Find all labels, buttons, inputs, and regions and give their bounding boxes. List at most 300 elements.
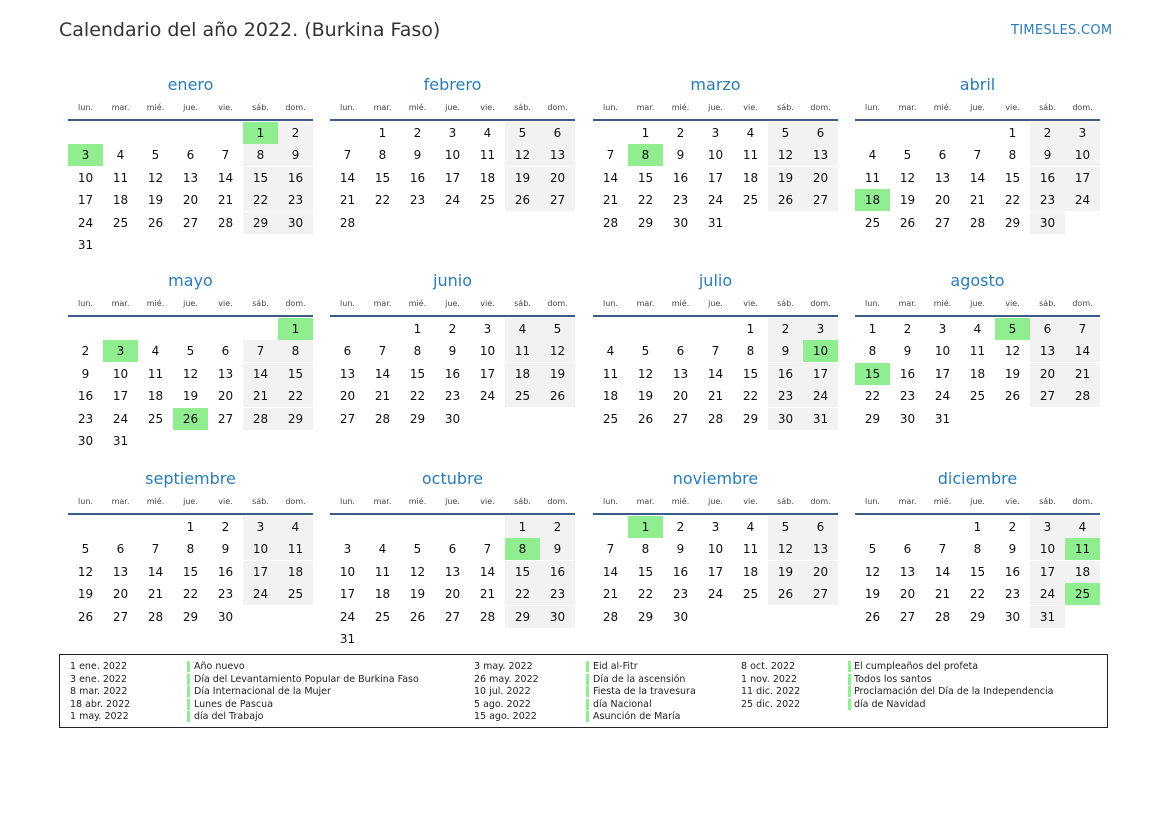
day-cell: 21 [243,385,278,407]
month-marzo [593,75,838,265]
day-cell: 20 [112,587,129,602]
day-cell: 8 [378,148,387,163]
day-cell: 10 [339,564,356,579]
day-cell: 19 [147,193,164,208]
day-cell: 16 [217,564,234,579]
day-cell: 14 [217,170,234,185]
day-cell: 22 [182,587,199,602]
weekday-label: jue. [970,103,985,112]
day-cell: 15 [243,167,278,189]
day-cell: 7 [221,148,230,163]
weekday-label: lun. [603,103,618,112]
month-name: abril [959,75,996,94]
day-cell: 27 [339,411,356,426]
weekday-label: sáb. [252,103,269,112]
day-cell: 28 [1065,385,1100,407]
day-cell: 9 [768,340,803,362]
day-cell: 9 [676,148,685,163]
month-name: septiembre [145,469,236,488]
day-cell: 10 [77,170,94,185]
weekday-label: mié. [933,497,952,506]
weekday-label: mié. [408,103,427,112]
day-cell: 19 [182,389,199,404]
day-cell: 1 [1008,126,1017,140]
day-cell: 14 [602,170,619,185]
day-cell: 26 [540,385,575,407]
day-cell: 28 [707,411,724,426]
day-cell: 8 [1008,148,1017,163]
day-cell: 2 [676,126,685,140]
month-name: julio [698,271,733,290]
holiday-day-cell: 18 [855,189,890,211]
weekday-label: vie. [218,497,233,506]
weekday-label: dom. [1072,497,1093,506]
legend-holiday-name: día de Navidad [854,698,926,710]
weekday-label: dom. [547,497,568,506]
weekday-label: mié. [408,299,427,308]
day-cell: 17 [243,561,278,583]
month-header-rule [593,513,838,515]
day-cell: 1 [505,516,540,538]
legend-color-marker [586,711,589,722]
day-cell: 17 [707,170,724,185]
day-cell: 25 [864,215,881,230]
day-cell: 23 [1030,189,1065,211]
day-cell: 28 [374,411,391,426]
day-cell: 10 [1065,144,1100,166]
day-cell: 5 [413,542,422,557]
day-cell: 28 [602,215,619,230]
day-cell: 4 [746,520,755,534]
weekday-label: sáb. [514,497,531,506]
day-cell: 22 [505,583,540,605]
month-septiembre [68,469,313,659]
weekday-label: vie. [218,103,233,112]
day-cell: 22 [1004,193,1021,208]
weekday-label: mar. [636,299,655,308]
day-cell: 19 [864,587,881,602]
day-cell: 12 [768,144,803,166]
day-cell: 20 [444,587,461,602]
weekday-label: mar. [111,103,130,112]
day-cell: 16 [672,170,689,185]
day-cell: 23 [672,193,689,208]
day-cell: 13 [934,170,951,185]
day-cell: 22 [243,189,278,211]
day-cell: 18 [505,363,540,385]
day-cell: 18 [1065,561,1100,583]
weekday-label: dom. [1072,299,1093,308]
holiday-day-cell: 26 [173,408,208,430]
holiday-day-cell: 5 [995,318,1030,340]
day-cell: 23 [768,385,803,407]
day-cell: 7 [1065,318,1100,340]
weekday-label: jue. [970,497,985,506]
day-cell: 30 [278,212,313,234]
weekday-label: mar. [111,299,130,308]
legend-holiday-name: Día del Levantamiento Popular de Burkina Faso [194,673,419,685]
day-cell: 2 [676,520,685,534]
day-cell: 29 [864,411,881,426]
day-cell: 30 [672,609,689,624]
day-cell: 15 [969,564,986,579]
day-cell: 24 [479,389,496,404]
day-cell: 16 [672,564,689,579]
day-cell: 3 [938,322,947,336]
day-cell: 6 [343,344,352,359]
weekday-label: vie. [743,299,758,308]
day-cell: 9 [278,144,313,166]
day-cell: 8 [186,542,195,557]
day-cell: 14 [147,564,164,579]
month-header-rule [330,513,575,515]
day-cell: 6 [540,122,575,144]
day-cell: 26 [864,609,881,624]
day-cell: 13 [444,564,461,579]
day-cell: 12 [540,340,575,362]
day-cell: 18 [969,366,986,381]
day-cell: 3 [483,322,492,336]
month-julio [593,271,838,461]
day-cell: 5 [903,148,912,163]
weekday-label: lun. [78,497,93,506]
day-cell: 1 [746,322,755,336]
weekday-label: lun. [603,299,618,308]
month-enero [68,75,313,265]
day-cell: 20 [217,389,234,404]
day-cell: 16 [444,366,461,381]
day-cell: 29 [182,609,199,624]
day-cell: 29 [742,411,759,426]
day-cell: 21 [602,193,619,208]
weekday-label: dom. [1072,103,1093,112]
day-cell: 11 [602,366,619,381]
day-cell: 5 [540,318,575,340]
weekday-label: mar. [898,299,917,308]
weekday-label: vie. [1005,299,1020,308]
month-header-rule [855,315,1100,317]
day-cell: 20 [803,167,838,189]
day-cell: 24 [1030,583,1065,605]
day-cell: 21 [602,587,619,602]
weekday-label: dom. [285,497,306,506]
weekday-label: mié. [146,497,165,506]
day-cell: 7 [378,344,387,359]
day-cell: 20 [803,561,838,583]
day-cell: 3 [448,126,457,140]
day-cell: 17 [803,363,838,385]
day-cell: 17 [1030,561,1065,583]
weekday-label: jue. [183,299,198,308]
day-cell: 26 [1004,389,1021,404]
brand-link[interactable]: TIMESLES.COM [1011,23,1113,38]
day-cell: 15 [278,363,313,385]
weekday-label: lun. [340,497,355,506]
weekday-label: jue. [183,497,198,506]
day-cell: 19 [409,587,426,602]
day-cell: 30 [1030,212,1065,234]
day-cell: 9 [81,366,90,381]
day-cell: 4 [746,126,755,140]
day-cell: 17 [339,587,356,602]
day-cell: 1 [973,520,982,534]
day-cell: 18 [742,170,759,185]
day-cell: 11 [864,170,881,185]
day-cell: 25 [112,215,129,230]
day-cell: 26 [147,215,164,230]
day-cell: 3 [803,318,838,340]
day-cell: 2 [221,520,230,534]
day-cell: 17 [707,564,724,579]
day-cell: 4 [973,322,982,336]
day-cell: 17 [444,170,461,185]
holiday-day-cell: 11 [1065,538,1100,560]
day-cell: 21 [339,193,356,208]
legend-holiday-name: Día de la ascensión [593,673,686,685]
day-cell: 31 [112,434,129,448]
day-cell: 9 [540,538,575,560]
legend-item [60,685,1100,698]
day-cell: 18 [374,587,391,602]
day-cell: 24 [934,389,951,404]
day-cell: 21 [479,587,496,602]
day-cell: 11 [479,148,496,163]
day-cell: 2 [903,322,912,336]
day-cell: 23 [1004,587,1021,602]
day-cell: 12 [864,564,881,579]
day-cell: 2 [413,126,422,140]
day-cell: 24 [707,587,724,602]
day-cell: 13 [217,366,234,381]
day-cell: 8 [746,344,755,359]
day-cell: 23 [540,583,575,605]
legend-holiday-name: Asunción de María [593,711,681,722]
day-cell: 6 [938,148,947,163]
day-cell: 15 [637,564,654,579]
day-cell: 14 [339,170,356,185]
weekday-label: lun. [603,497,618,506]
day-cell: 3 [1030,516,1065,538]
day-cell: 22 [278,385,313,407]
day-cell: 31 [707,215,724,230]
day-cell: 6 [1030,318,1065,340]
weekday-label: mié. [408,497,427,506]
day-cell: 17 [934,366,951,381]
day-cell: 11 [505,340,540,362]
weekday-label: mar. [373,299,392,308]
weekday-label: dom. [285,299,306,308]
month-name: marzo [690,75,741,94]
day-cell: 8 [413,344,422,359]
day-cell: 27 [217,411,234,426]
legend-color-marker [848,674,851,685]
weekday-label: jue. [970,299,985,308]
legend-date: 1 nov. 2022 [741,673,797,685]
weekday-label: mié. [933,103,952,112]
day-cell: 23 [278,189,313,211]
day-cell: 7 [938,542,947,557]
day-cell: 17 [1065,167,1100,189]
day-cell: 1 [641,126,650,140]
day-cell: 16 [409,170,426,185]
day-cell: 22 [864,389,881,404]
day-cell: 6 [448,542,457,557]
day-cell: 6 [903,542,912,557]
month-febrero [330,75,575,265]
day-cell: 12 [147,170,164,185]
day-cell: 27 [803,583,838,605]
legend-date: 25 dic. 2022 [741,698,801,710]
day-cell: 13 [803,538,838,560]
weekday-label: sáb. [1039,497,1056,506]
day-cell: 18 [479,170,496,185]
day-cell: 29 [409,411,426,426]
day-cell: 12 [637,366,654,381]
day-cell: 19 [768,561,803,583]
day-cell: 4 [151,344,160,359]
day-cell: 9 [676,542,685,557]
day-cell: 4 [483,126,492,140]
day-cell: 23 [899,389,916,404]
day-cell: 7 [606,542,615,557]
holiday-day-cell: 1 [243,122,278,144]
day-cell: 26 [77,609,94,624]
legend-holiday-name: Lunes de Pascua [194,698,274,710]
weekday-label: dom. [810,497,831,506]
weekday-label: dom. [547,299,568,308]
day-cell: 27 [672,411,689,426]
day-cell: 1 [868,322,877,336]
day-cell: 2 [540,516,575,538]
day-cell: 12 [77,564,94,579]
day-cell: 9 [1008,542,1017,557]
day-cell: 20 [182,193,199,208]
legend-date: 10 jul. 2022 [474,686,531,697]
day-cell: 21 [374,389,391,404]
day-cell: 26 [505,189,540,211]
day-cell: 11 [278,538,313,560]
day-cell: 26 [637,411,654,426]
legend-holiday-name: Eid al-Fitr [593,661,638,672]
day-cell: 30 [672,215,689,230]
day-cell: 14 [1065,340,1100,362]
day-cell: 19 [637,389,654,404]
day-cell: 12 [899,170,916,185]
day-cell: 14 [602,564,619,579]
day-cell: 15 [505,561,540,583]
day-cell: 25 [742,193,759,208]
holiday-day-cell: 10 [803,340,838,362]
day-cell: 21 [1065,363,1100,385]
day-cell: 16 [77,389,94,404]
day-cell: 18 [112,193,129,208]
day-cell: 6 [803,122,838,144]
day-cell: 4 [116,148,125,163]
weekday-label: lun. [865,103,880,112]
weekday-label: vie. [218,299,233,308]
day-cell: 3 [343,542,352,557]
weekday-label: lun. [78,103,93,112]
day-cell: 4 [505,318,540,340]
day-cell: 1 [186,520,195,534]
weekday-label: jue. [445,497,460,506]
month-agosto [855,271,1100,461]
page-title: Calendario del año 2022. (Burkina Faso) [59,19,441,41]
weekday-label: vie. [1005,497,1020,506]
legend-color-marker [848,661,851,672]
day-cell: 19 [505,167,540,189]
month-name: noviembre [672,469,759,488]
weekday-label: mié. [671,299,690,308]
weekday-label: jue. [445,299,460,308]
holiday-day-cell: 8 [505,538,540,560]
day-cell: 14 [969,170,986,185]
weekday-label: dom. [547,103,568,112]
day-cell: 11 [112,170,129,185]
month-header-rule [68,119,313,121]
day-cell: 6 [186,148,195,163]
day-cell: 26 [899,215,916,230]
day-cell: 31 [1030,606,1065,628]
day-cell: 29 [637,215,654,230]
weekday-label: jue. [708,103,723,112]
day-cell: 27 [803,189,838,211]
day-cell: 31 [803,408,838,430]
day-cell: 31 [339,632,356,646]
day-cell: 6 [221,344,230,359]
day-cell: 2 [81,344,90,359]
weekday-label: sáb. [252,497,269,506]
day-cell: 24 [243,583,278,605]
weekday-label: dom. [285,103,306,112]
weekday-label: dom. [810,299,831,308]
legend-holiday-name: día Nacional [593,698,652,710]
day-cell: 23 [672,587,689,602]
weekday-label: sáb. [252,299,269,308]
legend-date: 1 ene. 2022 [70,661,127,672]
day-cell: 28 [243,408,278,430]
day-cell: 14 [707,366,724,381]
day-cell: 10 [444,148,461,163]
day-cell: 7 [243,340,278,362]
day-cell: 16 [1030,167,1065,189]
holiday-day-cell: 1 [628,516,663,538]
day-cell: 24 [339,609,356,624]
weekday-label: lun. [865,299,880,308]
legend-holiday-name: Fiesta de la travesura [593,686,696,697]
day-cell: 24 [707,193,724,208]
month-name: mayo [168,271,213,290]
day-cell: 13 [1030,340,1065,362]
legend-item [60,698,1100,711]
day-cell: 21 [147,587,164,602]
day-cell: 29 [969,609,986,624]
day-cell: 27 [540,189,575,211]
day-cell: 2 [278,122,313,144]
day-cell: 12 [505,144,540,166]
day-cell: 12 [1004,344,1021,359]
month-header-rule [330,119,575,121]
holiday-day-cell: 15 [855,363,890,385]
day-cell: 3 [711,126,720,140]
legend-holiday-name: Proclamación del Día de la Independencia [854,686,1054,697]
day-cell: 25 [969,389,986,404]
day-cell: 10 [934,344,951,359]
day-cell: 18 [742,564,759,579]
day-cell: 1 [413,322,422,336]
day-cell: 28 [969,215,986,230]
weekday-label: sáb. [1039,103,1056,112]
